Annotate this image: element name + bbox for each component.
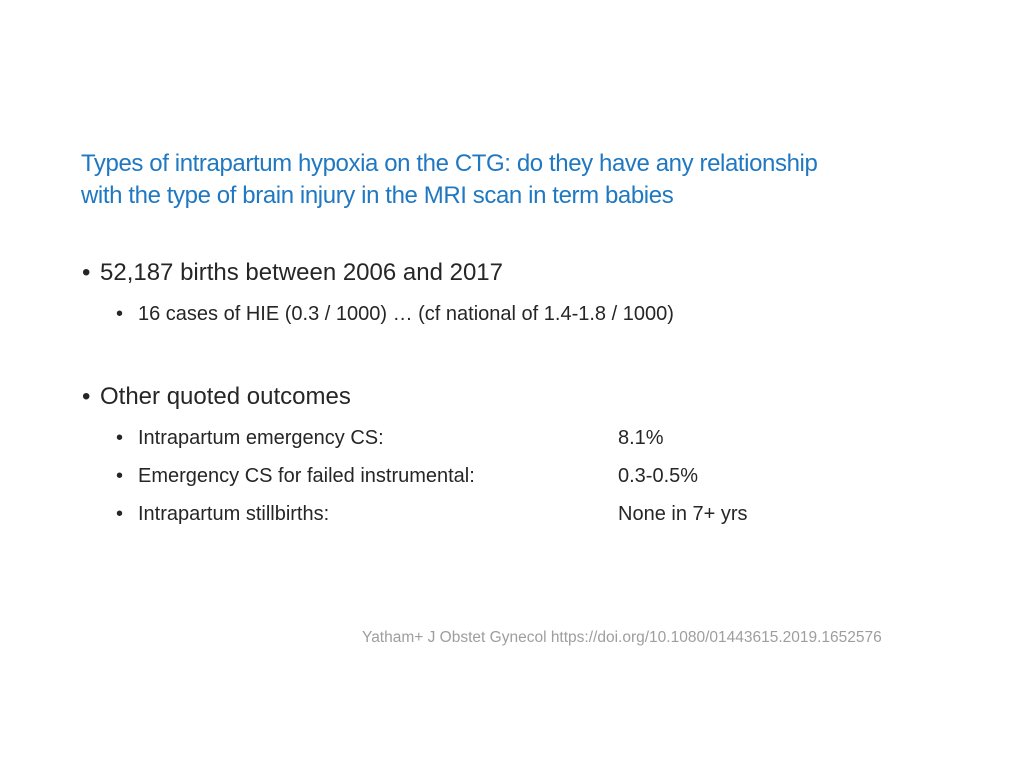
bullet-glyph: • (116, 503, 124, 525)
bullet-glyph: • (116, 465, 124, 487)
bullet-outcomes (82, 382, 351, 412)
bullet-births (82, 258, 503, 288)
title-line-2: with the type of brain injury in the MRI scan in term babies (81, 182, 674, 209)
bullet-glyph: • (82, 259, 91, 286)
outcome-item (116, 501, 329, 527)
bullet-glyph: • (116, 303, 124, 325)
bullet-glyph: • (82, 383, 91, 410)
outcome-item (116, 425, 384, 451)
outcome-value: 0.3-0.5% (618, 465, 699, 487)
outcome-label: Intrapartum stillbirths: (138, 503, 330, 525)
sub-bullet-hie (116, 301, 674, 327)
births-text: 52,187 births between 2006 and 2017 (100, 259, 503, 286)
outcome-value: None in 7+ yrs (618, 503, 748, 525)
title-line-1: Types of intrapartum hypoxia on the CTG: do they have any relationship (81, 150, 818, 177)
slide-title (81, 148, 961, 212)
hie-text: 16 cases of HIE (0.3 / 1000) … (cf national of 1.4-1.8 / 1000) (138, 303, 674, 325)
outcome-item (116, 463, 475, 489)
outcome-value: 8.1% (618, 427, 664, 449)
outcome-label: Emergency CS for failed instrumental: (138, 465, 475, 487)
outcome-label: Intrapartum emergency CS: (138, 427, 384, 449)
outcomes-heading: Other quoted outcomes (100, 383, 351, 410)
bullet-glyph: • (116, 427, 124, 449)
citation: Yatham+ J Obstet Gynecol https://doi.org/10.1080/01443615.2019.1652576 (362, 629, 882, 646)
